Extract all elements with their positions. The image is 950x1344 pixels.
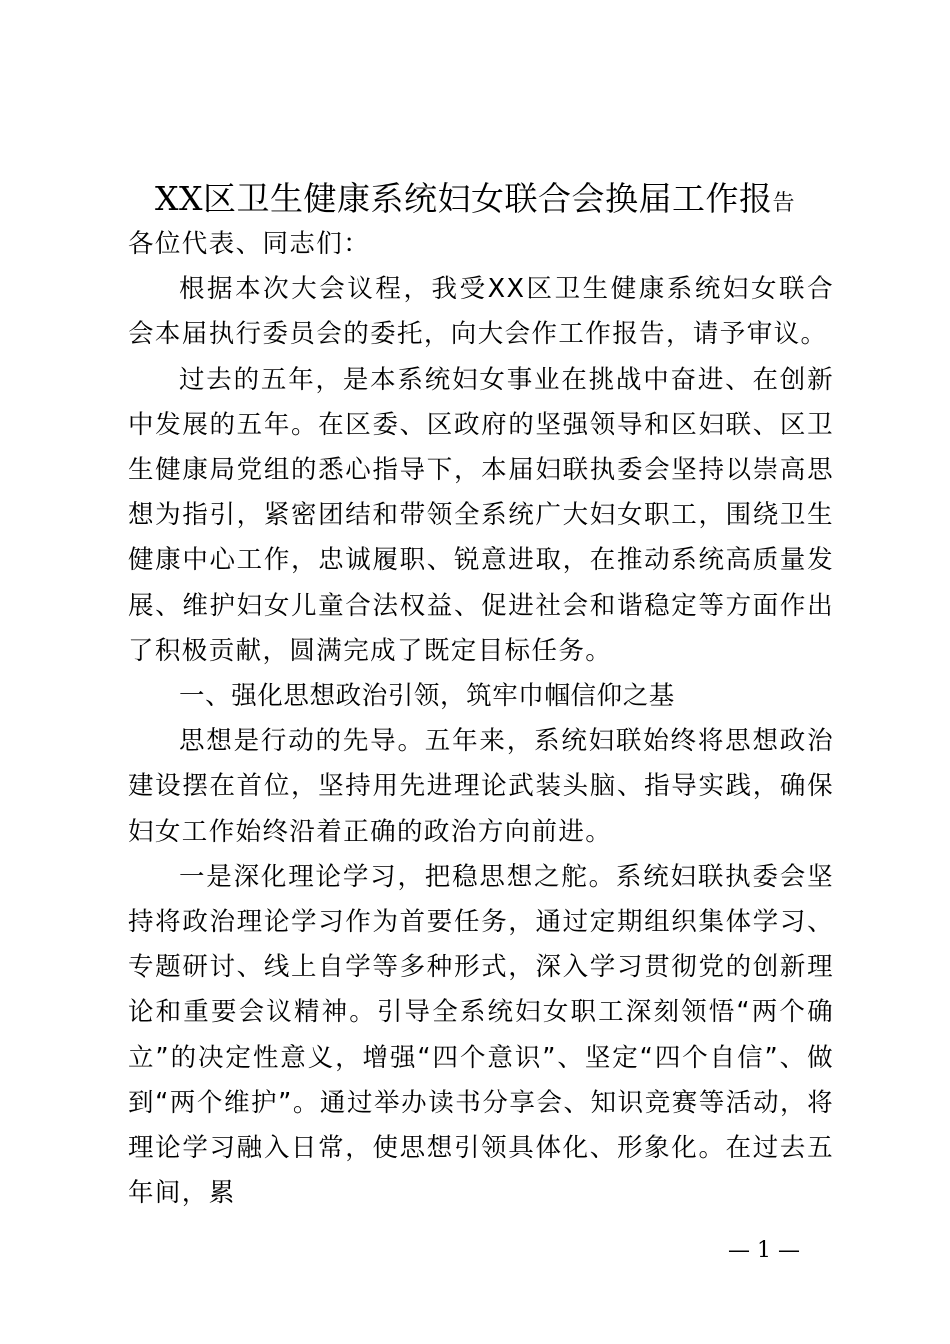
paragraph: 一是深化理论学习，把稳思想之舵。系统妇联执委会坚持将政治理论学习作为首要任务，通过定期组织集体学习、专题研讨、线上自学等多种形式，深入学习贯彻党的创新理论和重要会议精神。引导全系统妇女职工深刻领悟“两个确立”的决定性意义，增强“四个意识”、坚定“四个自信”、做到“两个维护”。通过举办读书分享会、知识竞赛等活动，将理论学习融入日常，使思想引领具体化、形象化。在过去五年间，累 (128, 861, 834, 1209)
section-heading: 一、强化思想政治引领，筑牢巾帼信仰之基 (179, 681, 675, 712)
document-body (128, 222, 834, 1216)
paragraph: 过去的五年，是本系统妇女事业在挑战中奋进、在创新中发展的五年。在区委、区政府的坚强领导和区妇联、区卫生健康局党组的悉心指导下，本届妇联执委会坚持以崇高思想为指引，紧密团结和带领全系统广大妇女职工，围绕卫生健康中心工作，忠诚履职、锐意进取，在推动系统高质量发展、维护妇女儿童合法权益、促进社会和谐稳定等方面作出了积极贡献，圆满完成了既定目标任务。 (128, 364, 834, 666)
page-footer (0, 1236, 950, 1266)
title-main: XX区卫生健康系统妇女联合会换届工作报 (154, 179, 773, 218)
salutation: 各位代表、同志们： (128, 229, 371, 259)
title-tail: 告 (772, 191, 795, 216)
paragraph: 思想是行动的先导。五年来，系统妇联始终将思想政治建设摆在首位，坚持用先进理论武装头脑、指导实践，确保妇女工作始终沿着正确的政治方向前进。 (128, 726, 834, 847)
paragraph: 根据本次大会议程，我受XX区卫生健康系统妇女联合会本届执行委员会的委托，向大会作工作报告，请予审议。 (128, 274, 834, 350)
document-title (0, 176, 950, 227)
page-number: — 1 — (728, 1238, 800, 1263)
